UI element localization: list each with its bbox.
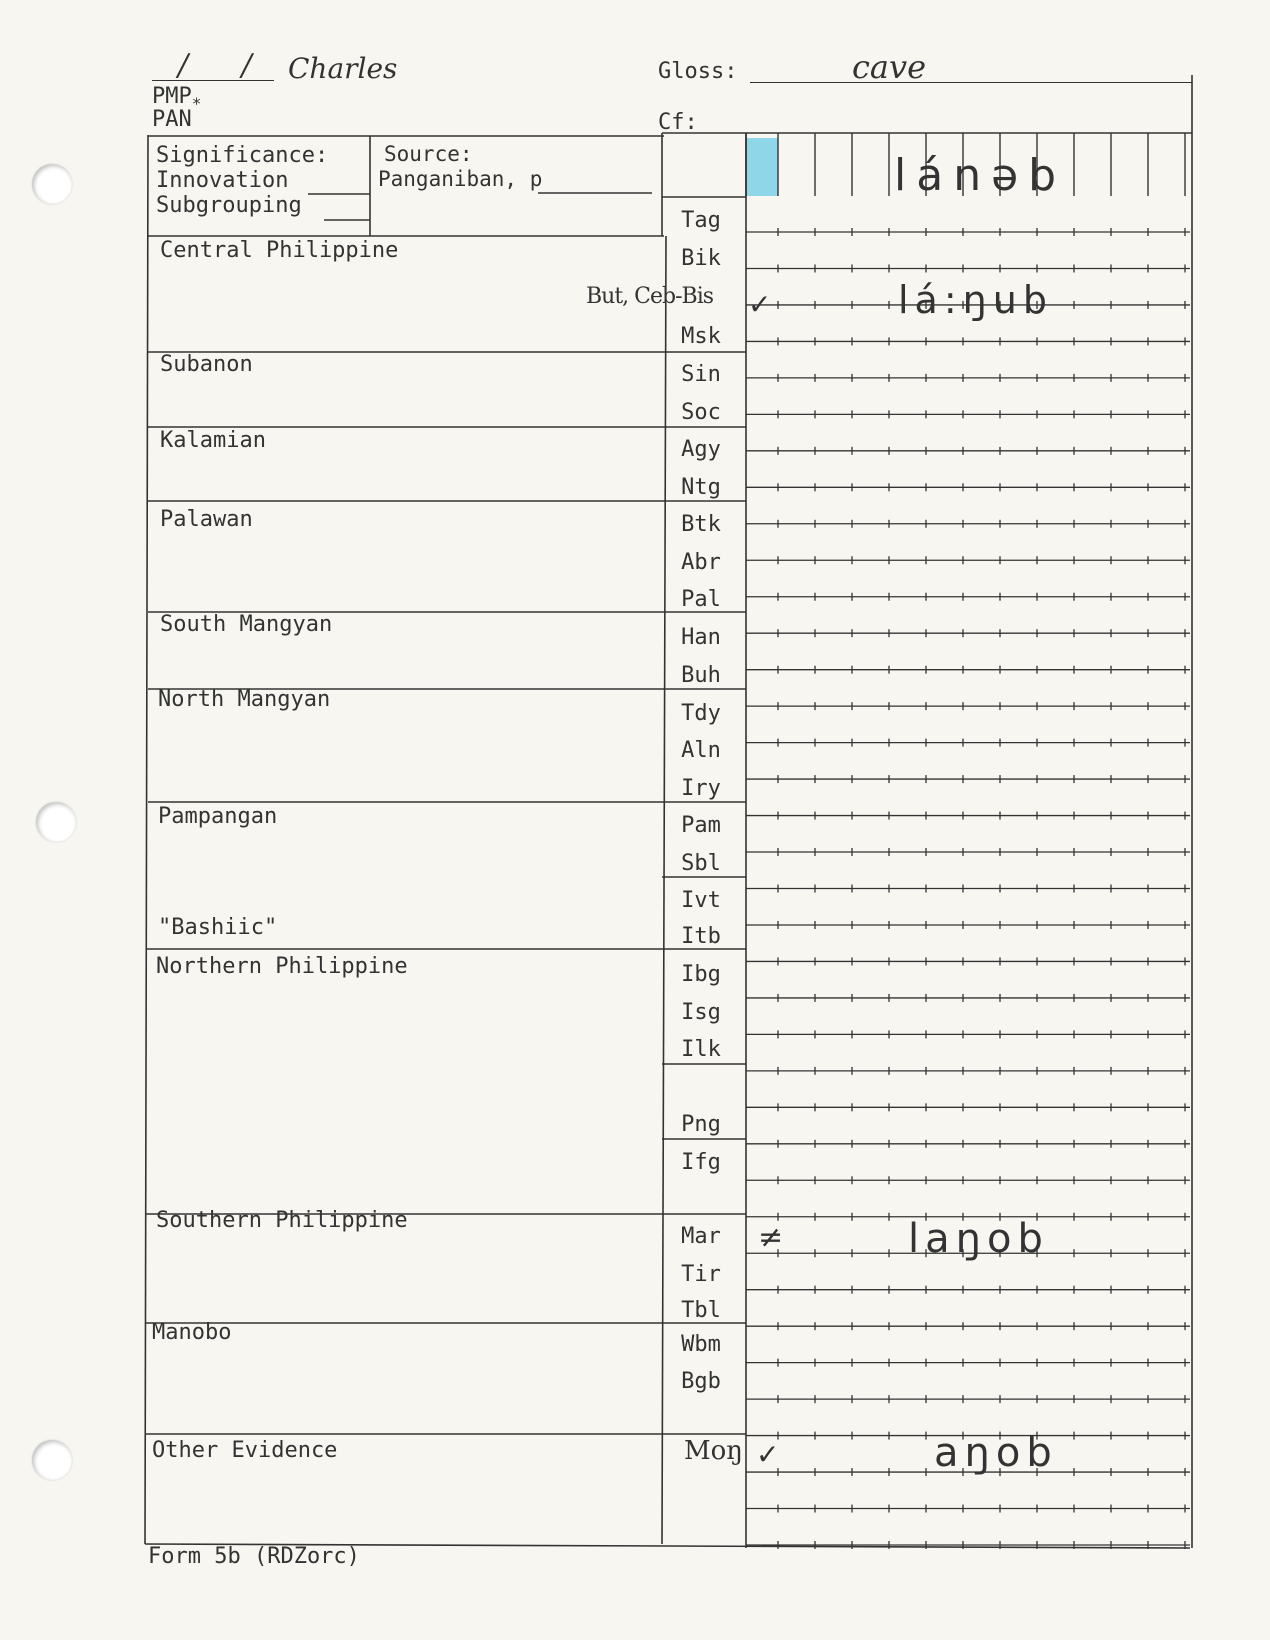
- code-sbl: Sbl: [681, 851, 721, 876]
- group-central-philippine: Central Philippine: [160, 238, 399, 263]
- code-mar: Mar: [681, 1224, 721, 1249]
- group-subanon: Subanon: [160, 352, 253, 377]
- group-southern-philippine: Southern Philippine: [156, 1208, 408, 1233]
- code-agy: Agy: [681, 437, 721, 462]
- group-bashiic: "Bashiic": [158, 915, 278, 940]
- handwritten-form-bisayan: lá:ŋub: [898, 278, 1053, 322]
- innovation-label: Innovation: [156, 168, 289, 193]
- group-other-evidence: Other Evidence: [152, 1438, 338, 1463]
- code-tir: Tir: [681, 1262, 721, 1287]
- code-aln: Aln: [681, 738, 721, 763]
- date-handwritten: / /: [178, 48, 274, 83]
- handwritten-mark-maranao: ≠: [758, 1220, 784, 1255]
- gloss-value: cave: [852, 48, 927, 86]
- code-tbl: Tbl: [681, 1298, 721, 1323]
- code-sin: Sin: [681, 362, 721, 387]
- code-itb: Itb: [681, 924, 721, 949]
- code-msk: Msk: [681, 324, 721, 349]
- code-ilk: Ilk: [681, 1037, 721, 1062]
- group-manobo: Manobo: [152, 1320, 232, 1345]
- code-pam: Pam: [681, 813, 721, 838]
- code-han: Han: [681, 625, 721, 650]
- code-ntg: Ntg: [681, 475, 721, 500]
- group-kalamian: Kalamian: [160, 428, 266, 453]
- handwritten-code-mon: Moŋ: [684, 1436, 744, 1466]
- code-png: Png: [681, 1112, 721, 1137]
- code-pal: Pal: [681, 587, 721, 612]
- name-handwritten: Charles: [288, 52, 398, 85]
- pmp-asterisk: *: [191, 94, 202, 113]
- group-south-mangyan: South Mangyan: [160, 612, 333, 637]
- group-north-mangyan: North Mangyan: [158, 687, 331, 712]
- highlight-cell: [746, 138, 778, 196]
- code-abr: Abr: [681, 550, 721, 575]
- subgrouping-label: Subgrouping: [156, 193, 302, 218]
- code-soc: Soc: [681, 400, 721, 425]
- pan-label: PAN: [152, 107, 192, 132]
- handwritten-mark-bisayan: ✓: [748, 288, 772, 321]
- code-ibg: Ibg: [681, 962, 721, 987]
- significance-label: Significance:: [156, 143, 329, 168]
- pmp-text: PMP: [152, 84, 192, 109]
- code-wbm: Wbm: [681, 1332, 721, 1357]
- handwritten-form-maranao: laŋob: [908, 1216, 1049, 1262]
- gloss-label: Gloss:: [658, 59, 738, 84]
- source-label: Source:: [384, 142, 473, 166]
- code-bik: Bik: [681, 246, 721, 271]
- code-btk: Btk: [681, 512, 721, 537]
- cf-label: Cf:: [658, 110, 698, 135]
- code-tdy: Tdy: [681, 701, 721, 726]
- group-northern-philippine: Northern Philippine: [156, 954, 408, 979]
- form-footer: Form 5b (RDZorc): [148, 1544, 360, 1569]
- code-iry: Iry: [681, 776, 721, 801]
- code-bgb: Bgb: [681, 1369, 721, 1394]
- handwritten-form-mon: aŋob: [934, 1430, 1058, 1476]
- code-isg: Isg: [681, 1000, 721, 1025]
- code-ivt: Ivt: [681, 888, 721, 913]
- group-palawan: Palawan: [160, 507, 253, 532]
- code-buh: Buh: [681, 663, 721, 688]
- group-pampangan: Pampangan: [158, 804, 278, 829]
- handwritten-mark-mon: ✓: [756, 1438, 780, 1471]
- reconstruction-form: lánəb: [894, 150, 1067, 201]
- source-value: Panganiban, p: [378, 167, 543, 191]
- code-tag: Tag: [681, 208, 721, 233]
- handwritten-code-but-ceb-bis: But, Ceb-Bis: [586, 284, 714, 309]
- code-ifg: Ifg: [681, 1150, 721, 1175]
